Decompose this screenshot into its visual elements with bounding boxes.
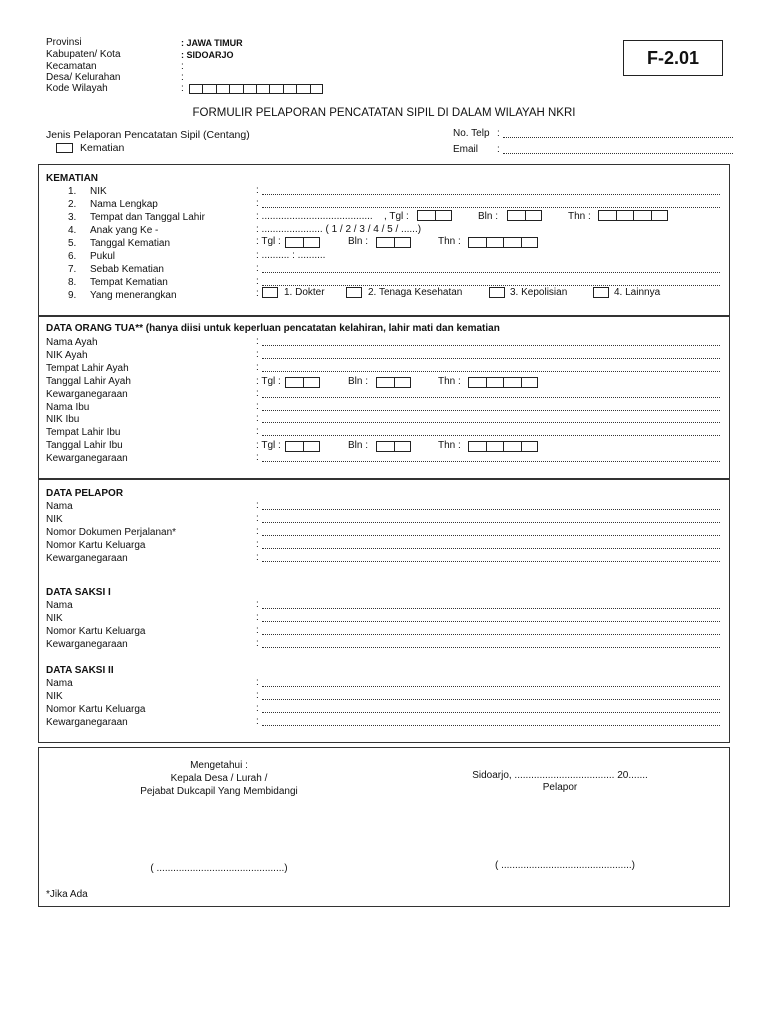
- kematian-item-label: Pukul: [90, 251, 116, 262]
- kematian-checkbox[interactable]: [56, 143, 73, 153]
- tanggal-lahir-ibu-tgl-label: : Tgl :: [256, 440, 281, 451]
- nik-field[interactable]: [262, 194, 720, 195]
- orang-tua-item-label: Tempat Lahir Ayah: [46, 363, 129, 374]
- kematian-item-number: 3.: [68, 212, 77, 223]
- tanggal-kematian-bln-label: Bln :: [348, 236, 369, 247]
- signature-left-line1: Mengetahui :: [190, 760, 248, 771]
- saksi1-item-label: NIK: [46, 613, 63, 624]
- pelapor-item-label: Nama: [46, 501, 73, 512]
- tanggal-lahir-ibu-thn-boxes[interactable]: [468, 441, 538, 452]
- signature-right-role: Pelapor: [542, 782, 578, 793]
- kabupaten-value: : SIDOARJO: [181, 50, 234, 60]
- saksi1-item-field[interactable]: [262, 608, 720, 609]
- desa-label: Desa/ Kelurahan: [46, 72, 121, 83]
- kecamatan-label: Kecamatan: [46, 61, 97, 72]
- pelapor-item-label: Nomor Kartu Keluarga: [46, 540, 146, 551]
- kematian-item-number: 1.: [68, 186, 77, 197]
- saksi1-item-field[interactable]: [262, 634, 720, 635]
- kematian-item-number: 5.: [68, 238, 77, 249]
- provinsi-label: Provinsi: [46, 37, 82, 48]
- signature-left-name[interactable]: ( ..............................................): [150, 863, 288, 874]
- orang-tua-heading: DATA ORANG TUA** (hanya diisi untuk keperluan pencatatan kelahiran, lahir mati dan kematian: [46, 323, 500, 334]
- signature-right-name[interactable]: ( ...............................................): [494, 860, 636, 871]
- tgl-lahir-boxes[interactable]: [417, 210, 452, 221]
- saksi1-item-field[interactable]: [262, 621, 720, 622]
- tempat-kematian-field[interactable]: [262, 285, 720, 286]
- orang-tua-item-label: NIK Ibu: [46, 414, 80, 425]
- signature-left-line3: Pejabat Dukcapil Yang Membidangi: [140, 786, 298, 797]
- saksi1-item-field[interactable]: [262, 647, 720, 648]
- orang-tua-item-colon: :: [256, 401, 259, 412]
- signature-left-line2: Kepala Desa / Lurah /: [170, 773, 268, 784]
- menerangkan-option-label: 3. Kepolisian: [510, 287, 568, 298]
- tanggal-kematian-tgl-label: : Tgl :: [256, 236, 281, 247]
- tanggal-lahir-ibu-tgl-boxes[interactable]: [285, 441, 320, 452]
- email-label: Email: [453, 144, 479, 155]
- anak-ke-field[interactable]: : ...................... ( 1 / 2 / 3 / 4 / 5 / ......): [256, 224, 422, 235]
- saksi2-heading: DATA SAKSI II: [46, 665, 114, 676]
- orang-tua-item-field[interactable]: [262, 435, 720, 436]
- orang-tua-item-label: Tanggal Lahir Ibu: [46, 440, 123, 451]
- tanggal-lahir-ibu-thn-label: Thn :: [438, 440, 461, 451]
- orang-tua-item-field[interactable]: [262, 345, 720, 346]
- tgl-lahir-label: , Tgl :: [384, 211, 409, 222]
- nama-lengkap-colon: :: [256, 198, 259, 209]
- kematian-option-label: Kematian: [80, 142, 125, 154]
- kematian-item-label: Anak yang Ke -: [90, 225, 159, 236]
- saksi2-item-field[interactable]: [262, 699, 720, 700]
- kode-wilayah-boxes[interactable]: [189, 84, 323, 94]
- thn-lahir-boxes[interactable]: [598, 210, 668, 221]
- telp-field[interactable]: [503, 137, 733, 138]
- signature-right-place: Sidoarjo, .................................... 20.......: [472, 770, 648, 781]
- kematian-item-number: 8.: [68, 277, 77, 288]
- tanggal-lahir-ayah-tgl-label: : Tgl :: [256, 376, 281, 387]
- form-title: FORMULIR PELAPORAN PENCATATAN SIPIL DI DALAM WILAYAH NKRI: [192, 107, 576, 119]
- telp-colon: :: [497, 128, 500, 139]
- kode-wilayah-label: Kode Wilayah: [46, 83, 108, 94]
- saksi1-item-colon: :: [256, 638, 259, 649]
- orang-tua-item-field[interactable]: [262, 358, 720, 359]
- kematian-item-label: Tanggal Kematian: [90, 238, 171, 249]
- orang-tua-item-field[interactable]: [262, 371, 720, 372]
- kematian-item-label: Yang menerangkan: [90, 290, 177, 301]
- pukul-field[interactable]: : .......... : ..........: [256, 250, 326, 261]
- menerangkan-checkbox[interactable]: [489, 287, 505, 298]
- orang-tua-item-colon: :: [256, 388, 259, 399]
- orang-tua-item-colon: :: [256, 362, 259, 373]
- email-colon: :: [497, 144, 500, 155]
- kematian-item-number: 4.: [68, 225, 77, 236]
- tanggal-kematian-bln-boxes[interactable]: [376, 237, 411, 248]
- saksi1-item-label: Nomor Kartu Keluarga: [46, 626, 146, 637]
- orang-tua-item-label: Nama Ibu: [46, 402, 90, 413]
- kode-wilayah-colon: :: [181, 83, 184, 94]
- pelapor-item-field[interactable]: [262, 561, 720, 562]
- saksi2-item-colon: :: [256, 703, 259, 714]
- orang-tua-item-colon: :: [256, 336, 259, 347]
- pelapor-item-field[interactable]: [262, 522, 720, 523]
- kematian-item-label: Sebab Kematian: [90, 264, 164, 275]
- saksi2-item-field[interactable]: [262, 712, 720, 713]
- nama-lengkap-field[interactable]: [262, 207, 720, 208]
- menerangkan-option-label: 1. Dokter: [284, 287, 325, 298]
- menerangkan-checkbox[interactable]: [262, 287, 278, 298]
- orang-tua-item-colon: :: [256, 413, 259, 424]
- saksi1-item-colon: :: [256, 625, 259, 636]
- tanggal-lahir-ayah-thn-boxes[interactable]: [468, 377, 538, 388]
- provinsi-value: : JAWA TIMUR: [181, 38, 243, 48]
- saksi2-item-colon: :: [256, 690, 259, 701]
- form-code: F-2.01: [623, 40, 723, 76]
- orang-tua-item-label: Kewarganegaraan: [46, 453, 128, 464]
- pelapor-item-label: Nomor Dokumen Perjalanan*: [46, 527, 177, 538]
- orang-tua-item-field[interactable]: [262, 422, 720, 423]
- tanggal-lahir-ayah-tgl-boxes[interactable]: [285, 377, 320, 388]
- kematian-item-label: NIK: [90, 186, 107, 197]
- menerangkan-checkbox[interactable]: [593, 287, 609, 298]
- pelapor-item-colon: :: [256, 552, 259, 563]
- kematian-item-number: 6.: [68, 251, 77, 262]
- orang-tua-item-label: Tanggal Lahir Ayah: [46, 376, 131, 387]
- saksi1-item-colon: :: [256, 599, 259, 610]
- tanggal-kematian-thn-boxes[interactable]: [468, 237, 538, 248]
- bln-lahir-label: Bln :: [478, 211, 499, 222]
- saksi2-item-label: NIK: [46, 691, 63, 702]
- pelapor-heading: DATA PELAPOR: [46, 488, 124, 499]
- pelapor-item-field[interactable]: [262, 548, 720, 549]
- kematian-item-label: Nama Lengkap: [90, 199, 158, 210]
- pelapor-item-colon: :: [256, 539, 259, 550]
- kecamatan-value: :: [181, 61, 184, 72]
- saksi2-item-label: Nomor Kartu Keluarga: [46, 704, 146, 715]
- sebab-kematian-field[interactable]: [262, 272, 720, 273]
- saksi1-item-label: Kewarganegaraan: [46, 639, 128, 650]
- kematian-heading: KEMATIAN: [46, 173, 99, 184]
- orang-tua-item-colon: :: [256, 349, 259, 360]
- tanggal-kematian-thn-label: Thn :: [438, 236, 461, 247]
- sebab-kematian-colon: :: [256, 263, 259, 274]
- saksi2-item-label: Kewarganegaraan: [46, 717, 128, 728]
- menerangkan-option-label: 4. Lainnya: [614, 287, 661, 298]
- email-field[interactable]: [503, 153, 733, 154]
- kabupaten-label: Kabupaten/ Kota: [46, 49, 121, 60]
- saksi1-heading: DATA SAKSI I: [46, 587, 111, 598]
- pelapor-item-label: NIK: [46, 514, 63, 525]
- kematian-item-number: 2.: [68, 199, 77, 210]
- pelapor-item-field[interactable]: [262, 509, 720, 510]
- tempat-kematian-colon: :: [256, 276, 259, 287]
- saksi2-item-colon: :: [256, 677, 259, 688]
- tanggal-lahir-ayah-thn-label: Thn :: [438, 376, 461, 387]
- pelapor-item-colon: :: [256, 526, 259, 537]
- footnote: *Jika Ada: [46, 889, 88, 900]
- saksi1-item-colon: :: [256, 612, 259, 623]
- kematian-item-label: Tempat Kematian: [90, 277, 168, 288]
- orang-tua-item-field[interactable]: [262, 461, 720, 462]
- kematian-item-number: 7.: [68, 264, 77, 275]
- saksi2-item-label: Nama: [46, 678, 73, 689]
- pelapor-item-field[interactable]: [262, 535, 720, 536]
- tanggal-lahir-ibu-bln-label: Bln :: [348, 440, 369, 451]
- kematian-item-number: 9.: [68, 290, 77, 301]
- nik-colon: :: [256, 185, 259, 196]
- saksi2-item-field[interactable]: [262, 686, 720, 687]
- pelapor-item-colon: :: [256, 513, 259, 524]
- desa-value: :: [181, 72, 184, 83]
- orang-tua-item-label: NIK Ayah: [46, 350, 88, 361]
- tanggal-lahir-ayah-bln-label: Bln :: [348, 376, 369, 387]
- pelapor-item-label: Kewarganegaraan: [46, 553, 128, 564]
- thn-lahir-label: Thn :: [568, 211, 591, 222]
- menerangkan-option-label: 2. Tenaga Kesehatan: [368, 287, 463, 298]
- saksi1-item-label: Nama: [46, 600, 73, 611]
- bln-lahir-boxes[interactable]: [507, 210, 542, 221]
- orang-tua-item-field[interactable]: [262, 397, 720, 398]
- pelapor-item-colon: :: [256, 500, 259, 511]
- menerangkan-colon: :: [256, 288, 259, 299]
- telp-label: No. Telp: [453, 128, 490, 139]
- tempat-lahir-field[interactable]: : ........................................: [256, 211, 373, 222]
- saksi2-item-colon: :: [256, 716, 259, 727]
- orang-tua-item-label: Nama Ayah: [46, 337, 98, 348]
- orang-tua-item-label: Tempat Lahir Ibu: [46, 427, 121, 438]
- orang-tua-item-field[interactable]: [262, 410, 720, 411]
- tanggal-lahir-ayah-bln-boxes[interactable]: [376, 377, 411, 388]
- saksi2-item-field[interactable]: [262, 725, 720, 726]
- orang-tua-item-colon: :: [256, 452, 259, 463]
- tanggal-lahir-ibu-bln-boxes[interactable]: [376, 441, 411, 452]
- tanggal-kematian-tgl-boxes[interactable]: [285, 237, 320, 248]
- kematian-item-label: Tempat dan Tanggal Lahir: [90, 212, 205, 223]
- menerangkan-checkbox[interactable]: [346, 287, 362, 298]
- orang-tua-item-colon: :: [256, 426, 259, 437]
- jenis-heading: Jenis Pelaporan Pencatatan Sipil (Centang): [46, 129, 250, 141]
- orang-tua-item-label: Kewarganegaraan: [46, 389, 128, 400]
